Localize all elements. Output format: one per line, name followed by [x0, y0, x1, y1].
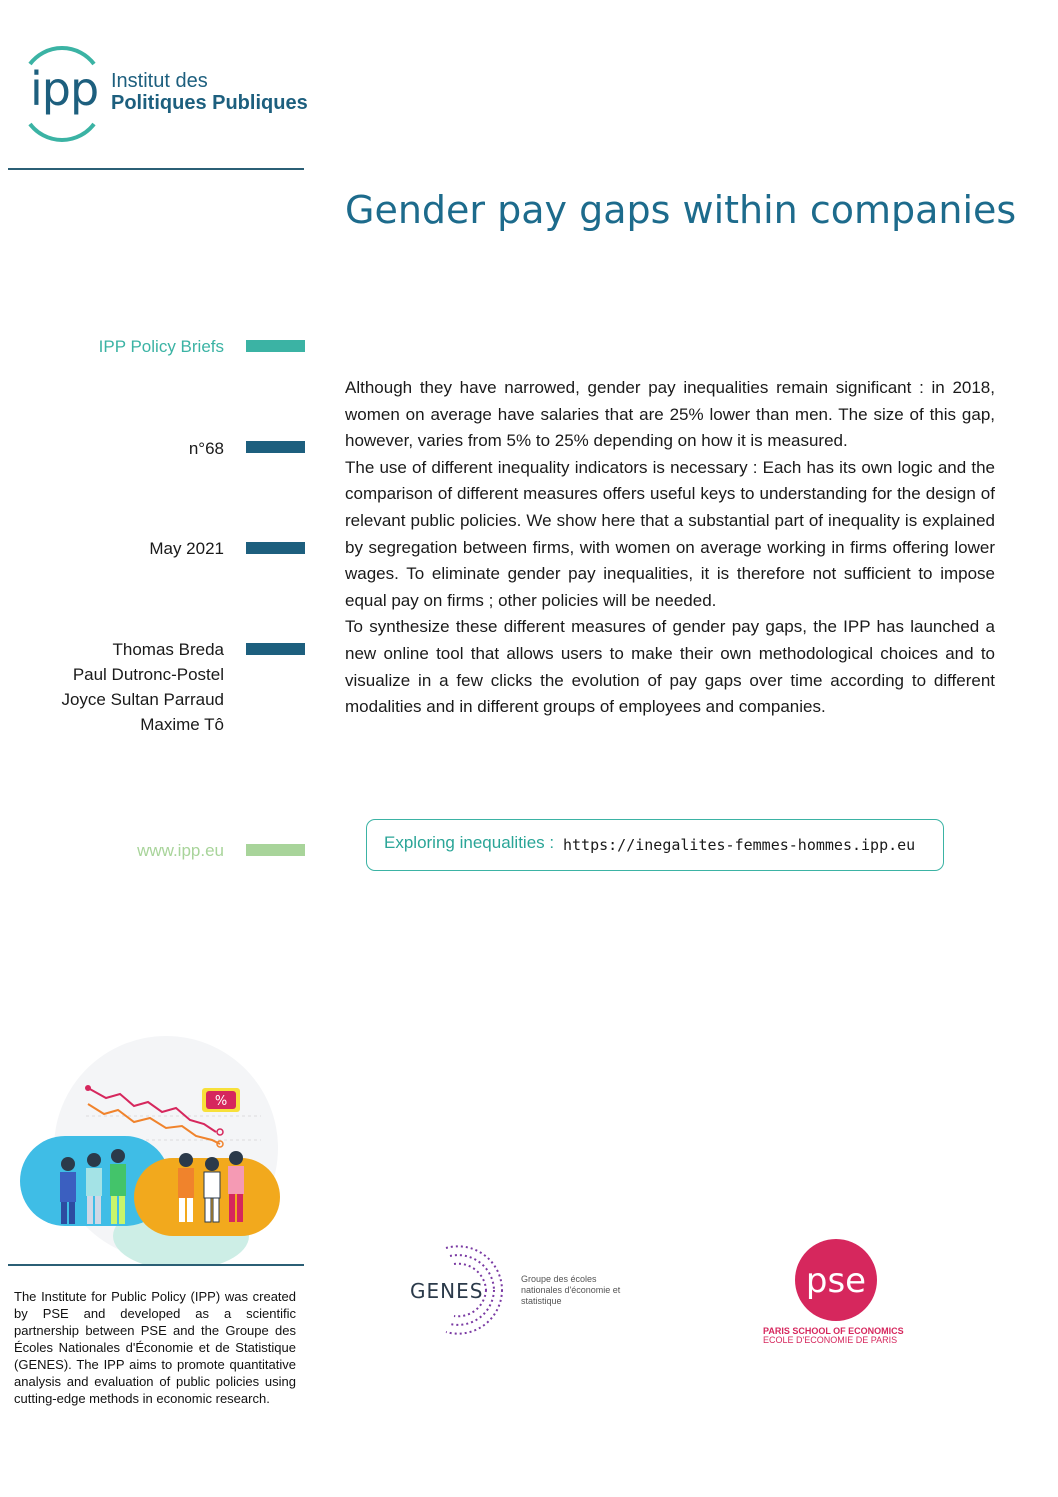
- page-title: Gender pay gaps within companies: [345, 188, 1017, 232]
- date-bar: [246, 542, 305, 554]
- institute-description: The Institute for Public Policy (IPP) was created by PSE and developed as a scientific partnership between PSE and the Groupe des Écoles Nationales d'Économie et de Statistique (GENES). The IPP aims to promote quantitative analysis and evaluation of public policies using cutting-edge methods in economic research.: [14, 1289, 296, 1406]
- pse-logo: [794, 1238, 878, 1322]
- illustration: [16, 1036, 286, 1266]
- footer-divider: [8, 1264, 304, 1266]
- series-bar: [246, 340, 305, 352]
- svg-text:pse: pse: [805, 1261, 867, 1301]
- header-divider: [8, 168, 304, 170]
- abstract: [345, 375, 995, 721]
- pse-name-fr: ECOLE D'ECONOMIE DE PARIS: [763, 1335, 898, 1345]
- explore-link-url[interactable]: https://inegalites-femmes-hommes.ipp.eu: [563, 836, 916, 854]
- institute-name-line2: Politiques Publiques: [111, 92, 308, 114]
- genes-logo-text: GENES: [410, 1279, 484, 1303]
- percent-badge: %: [214, 1094, 228, 1109]
- pse-name-en: PARIS SCHOOL OF ECONOMICS: [763, 1326, 904, 1336]
- authors-bar: [246, 643, 305, 655]
- institute-name-line1: Institut des: [111, 70, 208, 92]
- abstract-paragraph: To synthesize these different measures of gender pay gaps, the IPP has launched a new online tool that allows users to make their own methodological choices and to visualize in a few clicks the evolution of pay gaps over time according to different modalities and in different groups of employees and companies.: [345, 617, 995, 717]
- series-label: IPP Policy Briefs: [98, 337, 224, 356]
- author-3: Joyce Sultan Parraud: [61, 690, 224, 709]
- publication-date: May 2021: [149, 539, 224, 558]
- website-link[interactable]: www.ipp.eu: [137, 841, 224, 860]
- author-1: Thomas Breda: [112, 640, 224, 659]
- genes-logo-subtitle: Groupe des écoles nationales d'économie et statistique: [521, 1274, 621, 1306]
- people-group-left: [60, 1149, 126, 1224]
- ipp-logo-text: ipp: [30, 62, 99, 116]
- abstract-paragraph: The use of different inequality indicators is necessary : Each has its own logic and the comparison of different measures offers useful keys to understanding for the design of relevant public policies. We show here that a substantial part of inequality is explained by segregation between firms, with women on average working in firms offering lower wages. To eliminate gender pay inequalities, it is therefore not sufficient to impose equal pay on firms ; other policies will be needed.: [345, 457, 995, 610]
- author-4: Maxime Tô: [140, 715, 224, 734]
- explore-link-label: Exploring inequalities :: [384, 833, 555, 852]
- website-bar: [246, 844, 305, 856]
- number-bar: [246, 441, 305, 453]
- abstract-paragraph: Although they have narrowed, gender pay inequalities remain significant : in 2018, women on average have salaries that are 25% lower than men. The size of this gap, however, varies from 5% to 25% depending on how it is measured.: [345, 378, 995, 451]
- people-group-right: [178, 1151, 244, 1222]
- author-2: Paul Dutronc-Postel: [72, 665, 224, 684]
- issue-number: n°68: [188, 439, 224, 458]
